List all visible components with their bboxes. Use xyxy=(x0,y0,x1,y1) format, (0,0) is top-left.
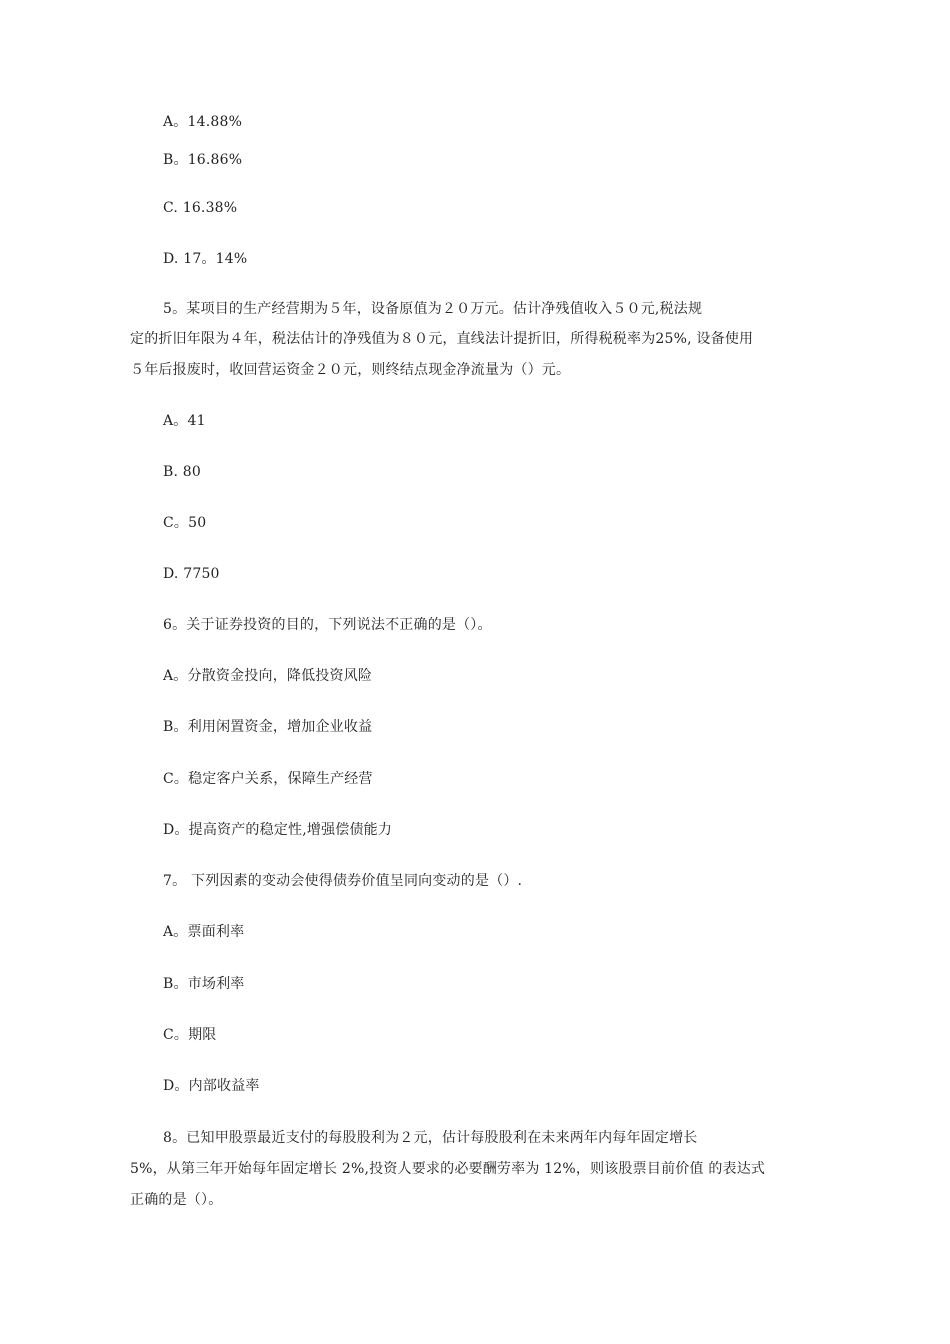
q6-option-b: B。利用闲置资金，增加企业收益 xyxy=(163,719,373,735)
q5-option-a: A。41 xyxy=(163,413,206,429)
q8-stem-line-3: 正确的是（）。 xyxy=(130,1192,223,1208)
q5-stem-line-2: 定的折旧年限为４年，税法估计的净残值为８０元，直线法计提折旧，所得税税率为25%, 设备使用 xyxy=(130,331,754,347)
q5-option-c: C。50 xyxy=(163,515,207,531)
q7-stem: 7。 下列因素的变动会使得债券价值呈同向变动的是（）. xyxy=(163,873,523,889)
q4-option-d: D. 17。14% xyxy=(163,251,248,267)
q6-option-c: C。稳定客户关系，保障生产经营 xyxy=(163,771,373,787)
q7-option-d: D。内部收益率 xyxy=(163,1078,260,1094)
q6-option-a: A。分散资金投向，降低投资风险 xyxy=(163,668,373,684)
q6-stem: 6。关于证券投资的目的，下列说法不正确的是（）。 xyxy=(163,617,492,633)
q5-option-b: B. 80 xyxy=(163,464,202,480)
q7-option-b: B。市场利率 xyxy=(163,976,245,992)
q6-option-d: D。提高资产的稳定性,增强偿债能力 xyxy=(163,822,393,838)
q7-option-c: C。期限 xyxy=(163,1027,217,1043)
q4-option-b: B。16.86% xyxy=(163,152,243,168)
q8-stem-line-1: 8。已知甲股票最近支付的每股股利为２元，估计每股股利在未来两年内每年固定增长 xyxy=(163,1130,698,1146)
q8-stem-line-2: 5%，从第三年开始每年固定增长 2%,投资人要求的必要酬劳率为 12%，则该股票目前价值 的表达式 xyxy=(130,1161,766,1177)
q7-option-a: A。票面利率 xyxy=(163,924,245,940)
q4-option-a: A。14.88% xyxy=(163,114,243,130)
q5-option-d: D. 7750 xyxy=(163,566,220,582)
q4-option-c: C. 16.38% xyxy=(163,200,238,216)
q5-stem-line-3: ５年后报废时，收回营运资金２０元，则终结点现金净流量为（）元。 xyxy=(130,362,571,378)
q5-stem-line-1: 5。某项目的生产经营期为５年，设备原值为２０万元。估计净残值收入５０元,税法规 xyxy=(163,301,703,317)
